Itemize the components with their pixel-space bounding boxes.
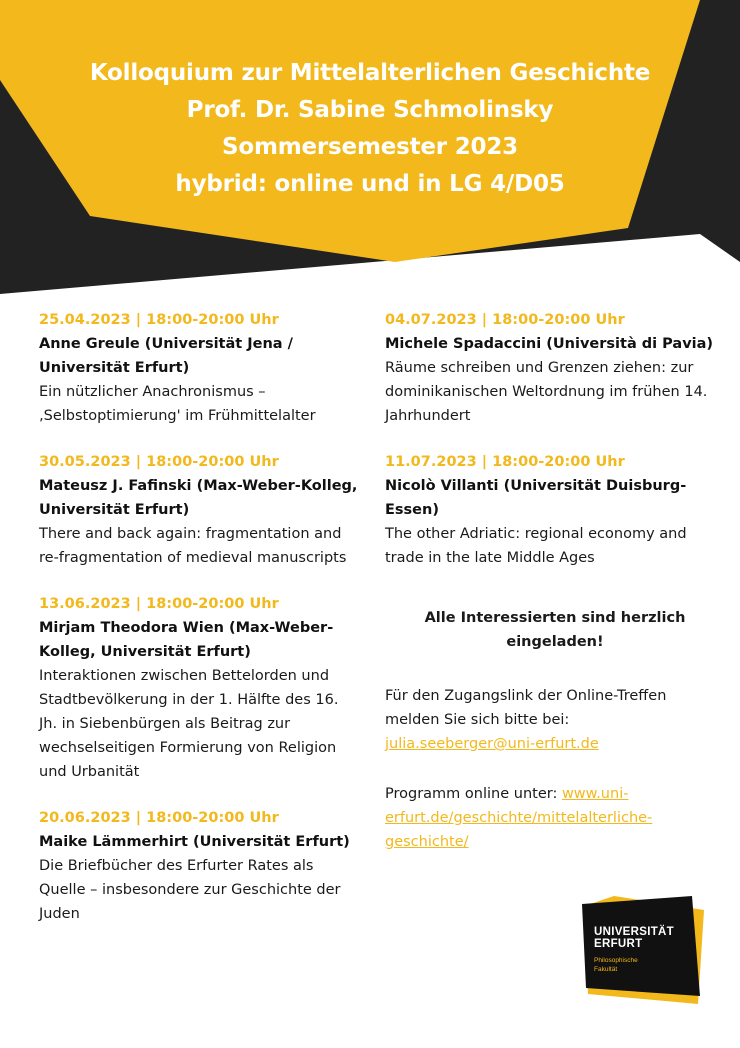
program-label: Programm online unter: (385, 786, 558, 802)
logo-faculty (594, 956, 638, 974)
title-line: Sommersemester 2023 (222, 134, 518, 160)
contact-email-link[interactable]: julia.seeberger@uni-erfurt.de (385, 736, 599, 752)
title-line: Prof. Dr. Sabine Schmolinsky (186, 97, 554, 123)
event-item (385, 308, 715, 428)
event-topic: Die Briefbücher des Erfurter Rates als Quelle – insbesondere zur Geschichte der Juden (39, 858, 341, 922)
event-topic: There and back again: fragmentation and re-fragmentation of medieval manuscripts (39, 526, 347, 566)
logo-wordmark (594, 926, 674, 950)
event-topic: Räume schreiben und Grenzen ziehen: zur dominikanischen Weltordnung im frühen 14. Jahrhundert (385, 360, 708, 424)
university-logo (580, 896, 704, 1004)
logo-shape (580, 896, 704, 1004)
access-text: Für den Zugangslink der Online-Treffen melden Sie sich bitte bei: (385, 688, 667, 728)
event-date: 25.04.2023 | 18:00-20:00 Uhr (39, 312, 279, 328)
event-item (39, 308, 359, 428)
logo-line: ERFURT (594, 938, 643, 950)
header-titles (0, 55, 740, 203)
event-speaker: Michele Spadaccini (Università di Pavia) (385, 336, 714, 352)
event-date: 13.06.2023 | 18:00-20:00 Uhr (39, 596, 279, 612)
event-date: 20.06.2023 | 18:00-20:00 Uhr (39, 810, 279, 826)
event-speaker: Mateusz J. Fafinski (Max-Weber-Kolleg, Universität Erfurt) (39, 478, 358, 518)
invitation-text: Alle Interessierten sind herzlich eingeladen! (424, 610, 686, 650)
event-speaker: Maike Lämmerhirt (Universität Erfurt) (39, 834, 350, 850)
logo-line: UNIVERSITÄT (594, 926, 674, 938)
logo-faculty-line: Fakultät (594, 966, 618, 973)
access-info (385, 684, 715, 756)
event-date: 04.07.2023 | 18:00-20:00 Uhr (385, 312, 625, 328)
program-info (385, 782, 715, 854)
event-item (39, 806, 359, 926)
event-speaker: Anne Greule (Universität Jena / Universität Erfurt) (39, 336, 293, 376)
event-item (385, 450, 715, 570)
event-speaker: Nicolò Villanti (Universität Duisburg-Essen) (385, 478, 687, 518)
title-line: Kolloquium zur Mittelalterlichen Geschichte (89, 60, 651, 86)
right-column (385, 308, 715, 854)
event-speaker: Mirjam Theodora Wien (Max-Weber-Kolleg, Universität Erfurt) (39, 620, 334, 660)
event-item (39, 450, 359, 570)
event-date: 11.07.2023 | 18:00-20:00 Uhr (385, 454, 625, 470)
event-item (39, 592, 359, 784)
event-topic: The other Adriatic: regional economy and trade in the late Middle Ages (385, 526, 687, 566)
event-topic: Ein nützlicher Anachronismus – ‚Selbstoptimierung' im Frühmittelalter (39, 384, 316, 424)
logo-faculty-line: Philosophische (594, 957, 638, 964)
event-topic: Interaktionen zwischen Bettelorden und Stadtbevölkerung in der 1. Hälfte des 16. Jh. in Siebenbürgen als Beitrag zur wechselseitigen Formierung von Religion und Urbanität (39, 668, 339, 780)
program-url-link[interactable]: www.uni-erfurt.de/geschichte/mittelalterliche-geschichte/ (385, 786, 653, 850)
left-column (39, 308, 359, 948)
title-line: hybrid: online und in LG 4/D05 (175, 171, 565, 197)
event-date: 30.05.2023 | 18:00-20:00 Uhr (39, 454, 279, 470)
